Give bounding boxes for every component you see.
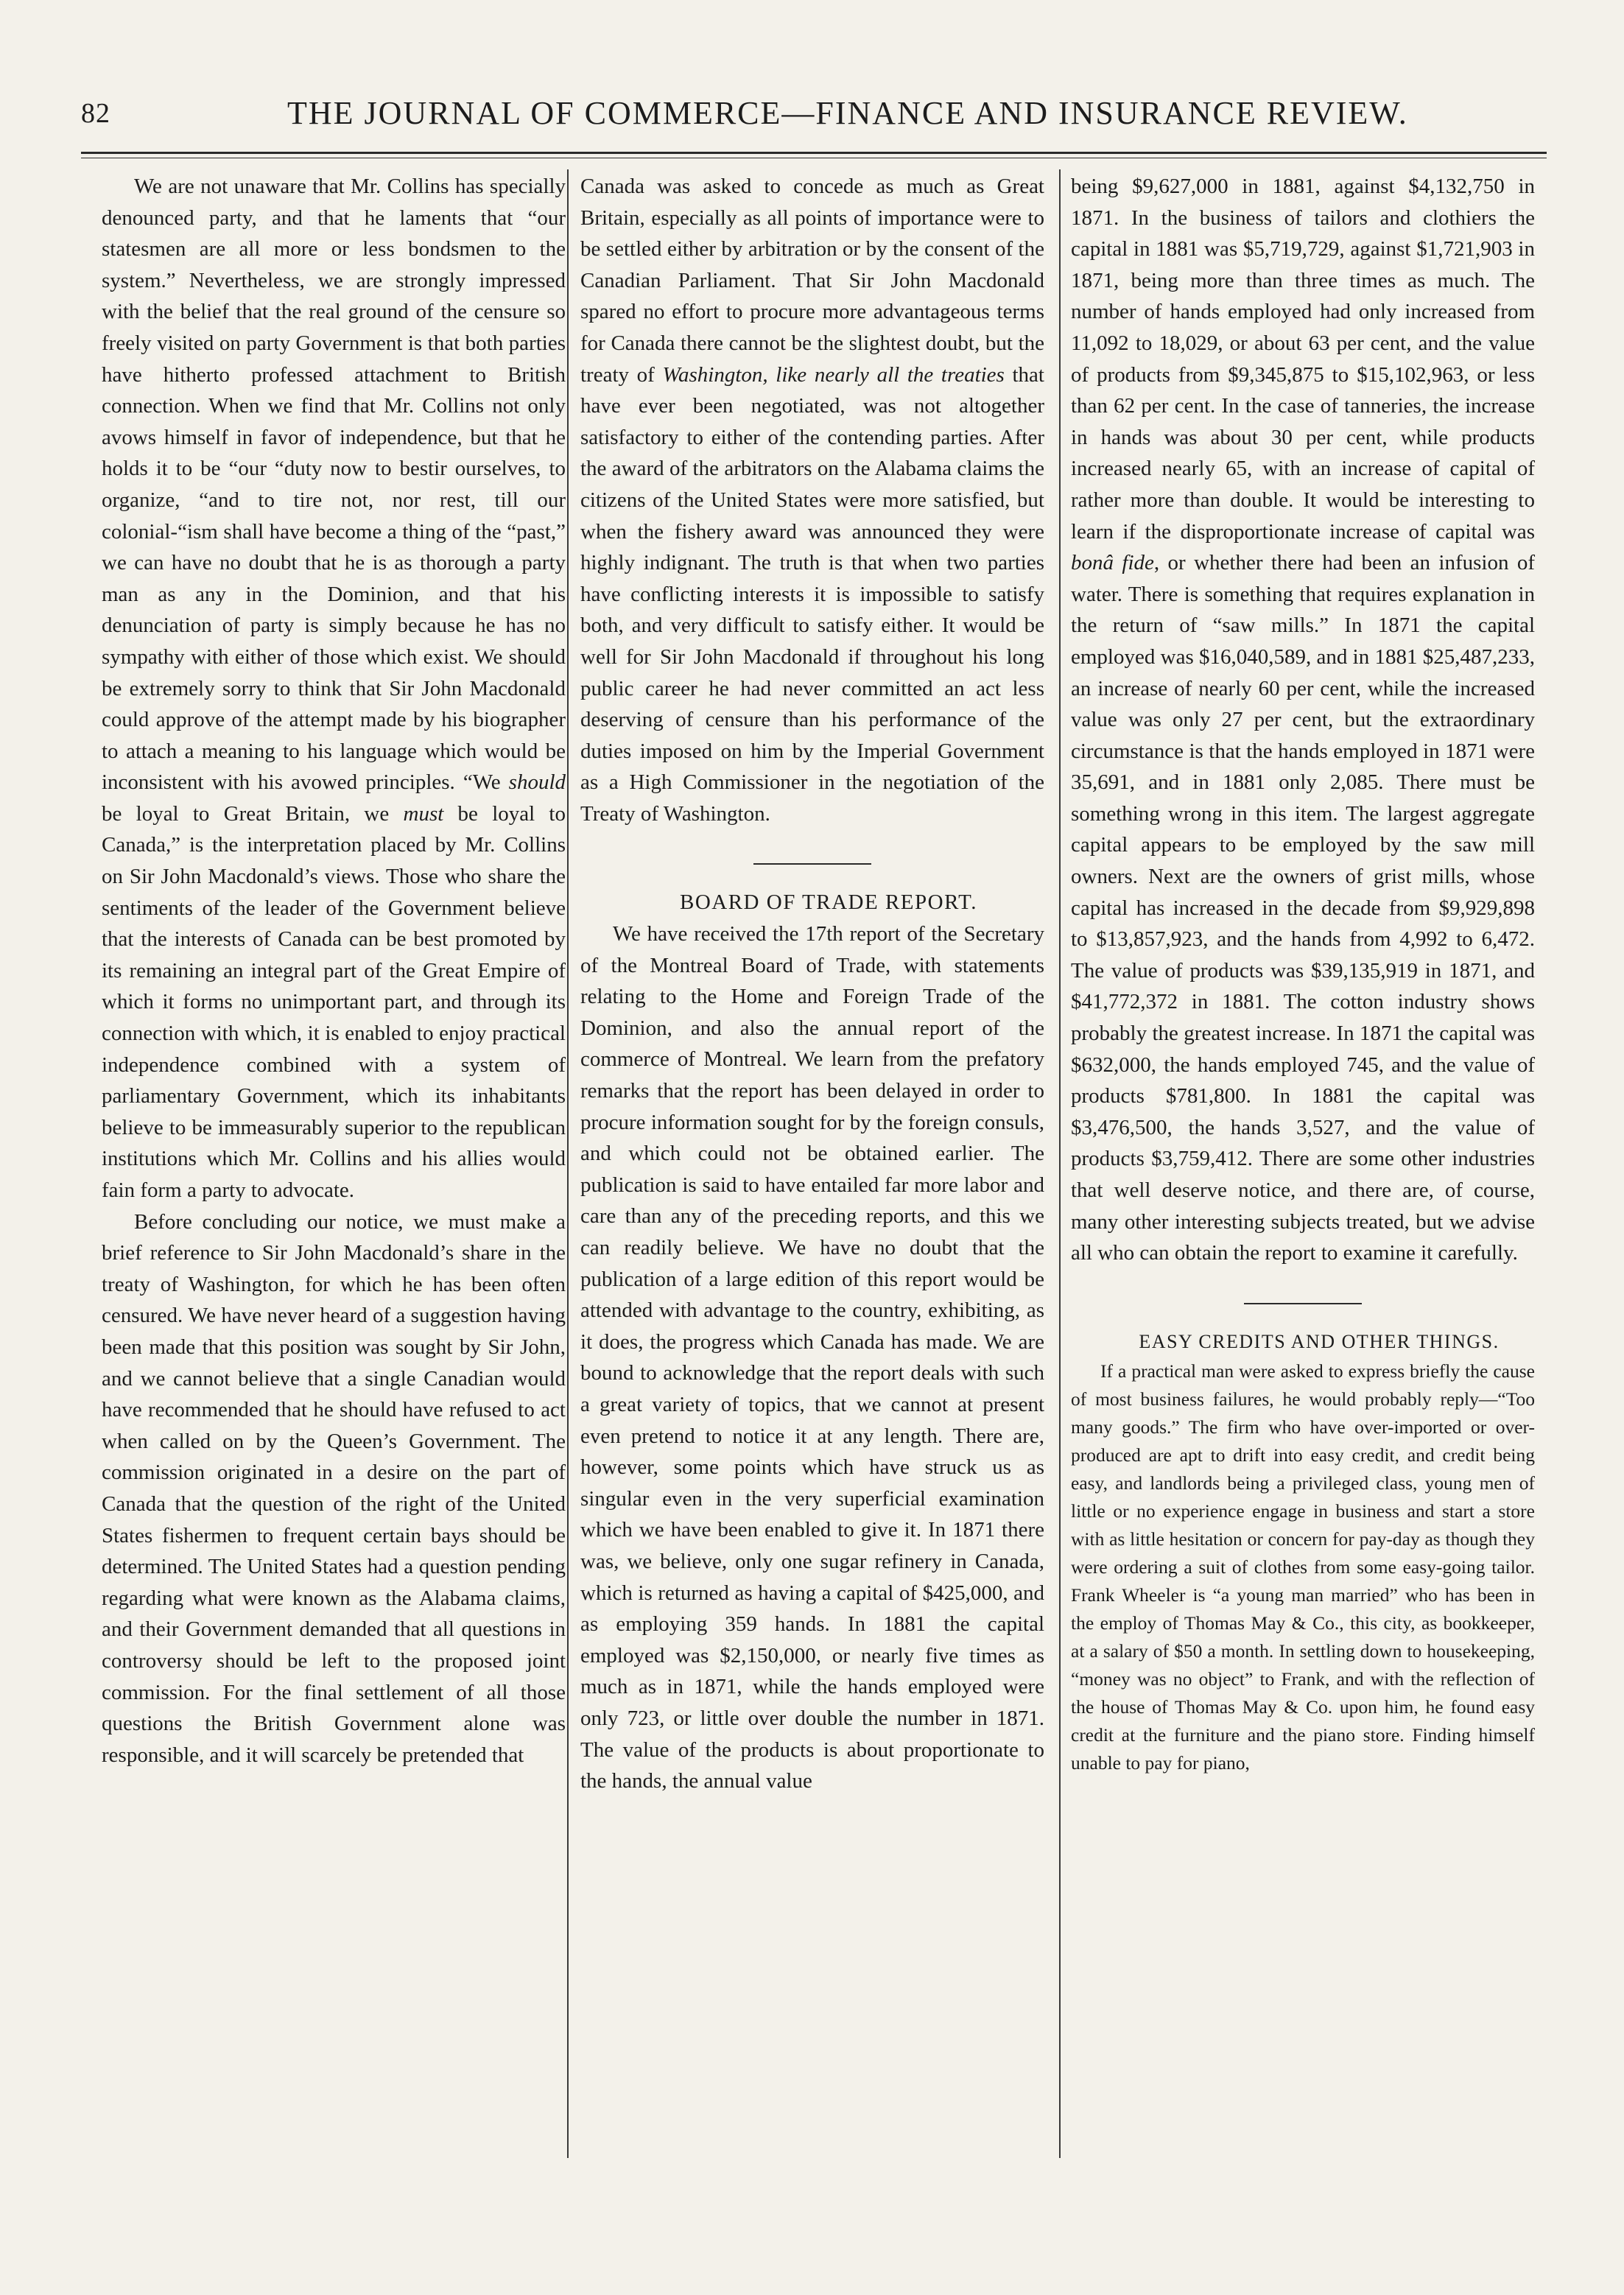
article-paragraph: If a practical man were asked to express briefly the cause of most business failures, he would probably reply—“Too many goods.” The firm who have over-imported or over-produced are apt to drift into easy credit, and credit being easy, and landlords being a privileged class, young men of little or no experience engage in business and start a store with as little hesitation or concern for pay-day as though they were ordering a suit of clothes from some easy-going tailor. Frank Wheeler is “a young man married” who has been in the employ of Thomas May & Co., this city, as bookkeeper, at a salary of $50 a month. In settling down to housekeeping, “money was no object” to Frank, and with the reflection of the house of Thomas May & Co. upon him, he found easy credit at the furniture and the piano store. Finding himself unable to pay for piano, bbox=[1071, 1360, 1535, 1774]
running-title: THE JOURNAL OF COMMERCE—FINANCE AND INSURANCE REVIEW. bbox=[287, 95, 1408, 131]
page-header bbox=[81, 94, 1547, 138]
column-divider-2 bbox=[1059, 169, 1061, 2158]
article-paragraph: being $9,627,000 in 1881, against $4,132,750 in 1871. In the business of tailors and clothiers the capital in 1881 was $5,719,729, against $1,721,903 in 1871, being more than three times as much. The number of hands employed had only increased from 11,092 to 18,029, or about 63 per cent, and the value of products from $9,345,875 to $15,102,963, or less than 62 per cent. In the case of tanneries, the increase in hands was about 30 per cent, while products increased nearly 65, with an increase of capital of rather more than double. It would be interesting to learn if the disproportionate increase of capital was bonâ fide, or whether there had been an infusion of water. There is something that requires explanation in the return of “saw mills.” In 1871 the capital employed was $16,040,589, and in 1881 $25,487,233, an increase of nearly 60 per cent, while the increased value was only 27 per cent, but the extraordinary circumstance is that the hands employed in 1871 were 35,691, and in 1881 only 2,085. There must be something wrong in this item. The largest aggregate capital appears to be employed by the saw mill owners. Next are the owners of grist mills, whose capital has increased in the decade from $9,929,898 to $13,857,923, and the hands from 4,992 to 6,472. The value of products was $39,135,919 in 1871, and $41,772,372 in 1881. The cotton industry shows probably the greatest increase. In 1871 the capital was $632,000, the hands employed 745, and the value of products $781,800. In 1881 the capital was $3,476,500, the hands 3,527, and the value of products $3,759,412. There are some other industries that well deserve notice, and there are, of course, many other interesting subjects treated, but we advise all who can obtain the report to examine it carefully. bbox=[1071, 175, 1535, 1265]
section-heading-easy-credits: EASY CREDITS AND OTHER THINGS. bbox=[1139, 1330, 1500, 1352]
easy-credits-article bbox=[1071, 1357, 1535, 1777]
article-paragraph: Canada was asked to concede as much as Great Britain, especially as all points of importance were to be settled either by arbitration or by the consent of the Canadian Parliament. That Sir John Macdonald spared no effort to procure more advantageous terms for Canada there cannot be the slightest doubt, but the treaty of Washington, like nearly all the treaties that have ever been negotiated, was not altogether satisfactory to either of the contending parties. After the award of the arbitrators on the Alabama claims the citizens of the United States were more satisfied, but when the fishery award was announced they were highly indignant. The truth is that when two parties have conflicting interests it is impossible to satisfy both, and very difficult to satisfy either. It would be well for Sir John Macdonald if throughout his long public career he had never committed an act less deserving of censure than his performance of the duties imposed on him by the Imperial Government as a High Commissioner in the negotiation of the Treaty of Washington. bbox=[580, 175, 1044, 826]
header-rule bbox=[81, 152, 1547, 154]
section-rule bbox=[753, 863, 871, 865]
column-2 bbox=[580, 171, 1044, 1797]
page-number: 82 bbox=[81, 98, 110, 129]
section-heading-board-of-trade: BOARD OF TRADE REPORT. bbox=[679, 890, 977, 915]
section-rule bbox=[1244, 1303, 1362, 1304]
article-paragraph: We are not unaware that Mr. Collins has specially denounced party, and that he laments that “our statesmen are all more or less bondsmen to the system.” Nevertheless, we are strongly impressed with the belief that the real ground of the censure so freely visited on party Government is that both parties have hitherto professed attachment to British connection. When we find that Mr. Collins not only avows himself in favor of independence, but that he holds it to be “our “duty now to bestir ourselves, to organize, “and to tire not, nor rest, till our colonial-“ism shall have become a thing of the “past,” we can have no doubt that he is as thorough a party man as any in the Dominion, and that his denunciation of party is simply because he has no sympathy with either of those which exist. We should be extremely sorry to think that Sir John Macdonald could approve of the attempt made by his biographer to attach a meaning to his language which would be inconsistent with his avowed principles. “We should be loyal to Great Britain, we must be loyal to Canada,” is the interpretation placed by Mr. Collins on Sir John Macdonald’s views. Those who share the sentiments of the leader of the Government believe that the interests of Canada can be best promoted by its remaining an integral part of the Great Empire of which it forms no unimportant part, and through its connection with which, it is enabled to enjoy practical independence combined with a system of parliamentary Government, which its inhabitants believe to be immeasurably superior to the republican institutions which Mr. Collins and his allies would fain form a party to advocate. bbox=[102, 175, 566, 1202]
article-paragraph: Before concluding our notice, we must make a brief reference to Sir John Macdonald’s share in the treaty of Washington, for which he has been often censured. We have never heard of a suggestion having been made that this position was sought by Sir John, and we cannot believe that a single Canadian would have recommended that he should have refused to act when called on by the Queen’s Government. The commission originated in a desire on the part of Canada that the question of the right of the United States fishermen to frequent certain bays should be determined. The United States had a question pending regarding what were known as the Alabama claims, and their Government demanded that all questions in controversy should be left to the proposed joint commission. For the final settlement of all those questions the British Government alone was responsible, and it will scarcely be pretended that bbox=[102, 1209, 566, 1767]
column-1 bbox=[102, 171, 566, 1771]
column-3 bbox=[1071, 171, 1535, 1777]
article-paragraph: We have received the 17th report of the Secretary of the Montreal Board of Trade, with statements relating to the Home and Foreign Trade of the Dominion, and also the annual report of the commerce of Montreal. We learn from the prefatory remarks that the report has been delayed in order to procure information sought for by the foreign consuls, and which could not be obtained earlier. The publication is said to have entailed far more labor and care than any of the preceding reports, and this we can readily believe. We have no doubt that the publication of a large edition of this report would be attended with advantage to the country, exhibiting, as it does, the progress which Canada has made. We are bound to acknowledge that the report deals with such a great variety of topics, that we cannot at present even pretend to notice it at any length. There are, however, some points which have struck us as singular even in the very superficial examination which we have been enabled to give it. In 1871 there was, we believe, only one sugar refinery in Canada, which is returned as having a capital of $425,000, and as employing 359 hands. In 1881 the capital employed was $2,150,000, or nearly five times as much as in 1871, while the hands employed were only 723, or little over double the number in 1871. The value of the products is about proportionate to the hands, the annual value bbox=[580, 922, 1044, 1793]
column-divider-1 bbox=[567, 169, 569, 2158]
